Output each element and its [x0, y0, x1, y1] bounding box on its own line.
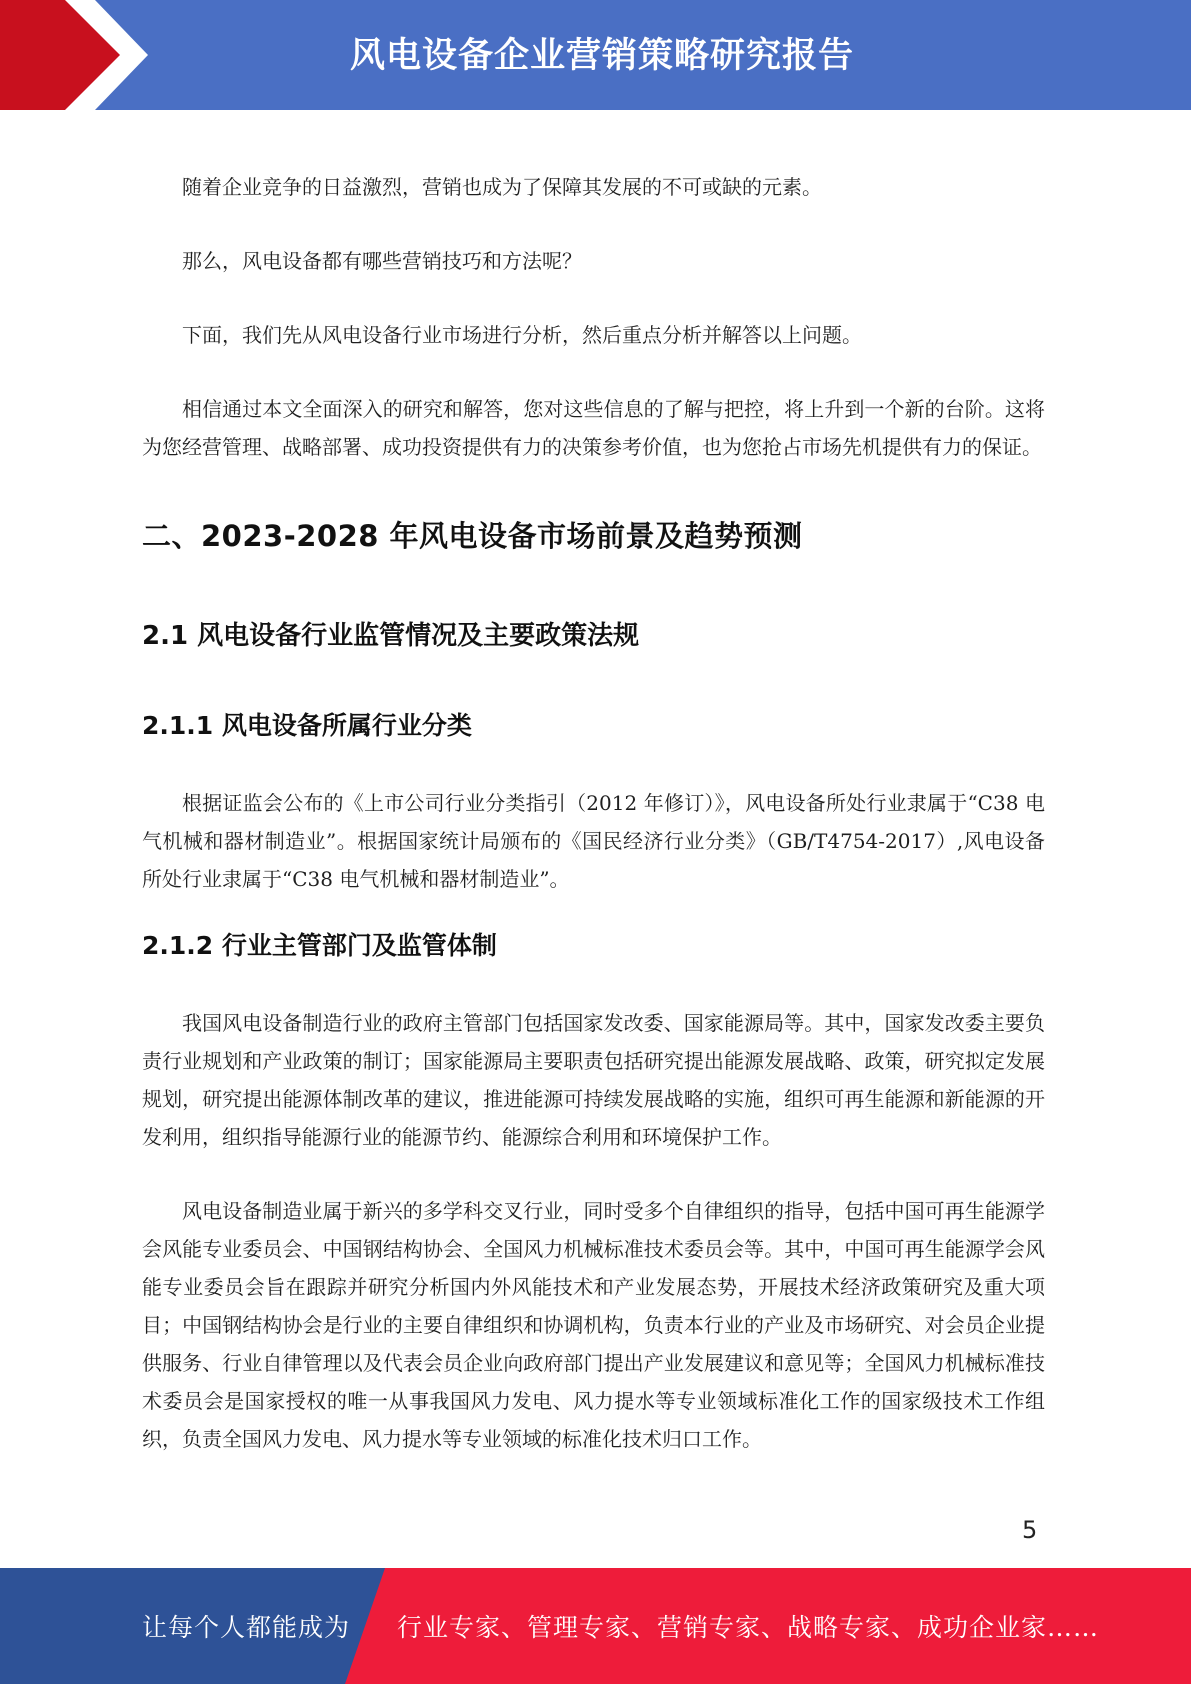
report-title: 风电设备企业营销策略研究报告 [350, 36, 855, 76]
subsection-heading: 2.1 风电设备行业监管情况及主要政策法规 [142, 621, 640, 651]
main-content [142, 168, 1045, 1458]
intro-paragraph-3: 下面，我们先从风电设备行业市场进行分析，然后重点分析并解答以上问题。 [182, 323, 862, 347]
regulator-paragraph: 我国风电设备制造行业的政府主管部门包括国家发改委、国家能源局等。其中，国家发改委主要负责行业规划和产业政策的制订；国家能源局主要职责包括研究提出能源发展战略、政策，研究拟定发展规划，研究提出能源体制改革的建议，推进能源可持续发展战略的实施，组织可再生能源和新能源的开发利用，组织指导能源行业的能源节约、能源综合利用和环境保护工作。 [142, 1011, 1045, 1149]
intro-paragraph-1: 随着企业竞争的日益激烈，营销也成为了保障其发展的不可或缺的元素。 [182, 175, 822, 199]
self-regulation-paragraph: 风电设备制造业属于新兴的多学科交叉行业，同时受多个自律组织的指导，包括中国可再生能源学会风能专业委员会、中国钢结构协会、全国风力机械标准技术委员会等。其中，中国可再生能源学会风能专业委员会旨在跟踪并研究分析国内外风能技术和产业发展态势，开展技术经济政策研究及重大项目；中国钢结构协会是行业的主要自律组织和协调机构，负责本行业的产业及市场研究、对会员企业提供服务、行业自律管理以及代表会员企业向政府部门提出产业发展建议和意见等；全国风力机械标准技术委员会是国家授权的唯一从事我国风力发电、风力提水等专业领域标准化工作的国家级技术工作组织，负责全国风力发电、风力提水等专业领域的标准化技术归口工作。 [142, 1199, 1045, 1451]
page-number: 5 [1022, 1516, 1038, 1544]
subsubsection-heading-2: 2.1.2 行业主管部门及监管体制 [142, 931, 497, 960]
intro-paragraph-4: 相信通过本文全面深入的研究和解答，您对这些信息的了解与把控，将上升到一个新的台阶。这将为您经营管理、战略部署、成功投资提供有力的决策参考价值，也为您抢占市场先机提供有力的保证。 [142, 397, 1045, 459]
subsubsection-heading-1: 2.1.1 风电设备所属行业分类 [142, 711, 472, 740]
footer-slogan-right: 行业专家、管理专家、营销专家、战略专家、成功企业家…… [397, 1613, 1100, 1642]
classification-paragraph: 根据证监会公布的《上市公司行业分类指引（2012 年修订）》，风电设备所处行业隶属于“C38 电气机械和器材制造业”。根据国家统计局颁布的《国民经济行业分类》（GB/T4754-2017）,风电设备所处行业隶属于“C38 电气机械和器材制造业”。 [142, 791, 1045, 891]
section-heading: 二、2023-2028 年风电设备市场前景及趋势预测 [142, 519, 803, 553]
page-header [0, 0, 1191, 110]
header-arrow-decoration [0, 0, 170, 110]
page-footer [0, 1568, 1191, 1684]
footer-slogan-left: 让每个人都能成为 [142, 1613, 351, 1642]
intro-paragraph-2: 那么，风电设备都有哪些营销技巧和方法呢？ [182, 249, 582, 273]
